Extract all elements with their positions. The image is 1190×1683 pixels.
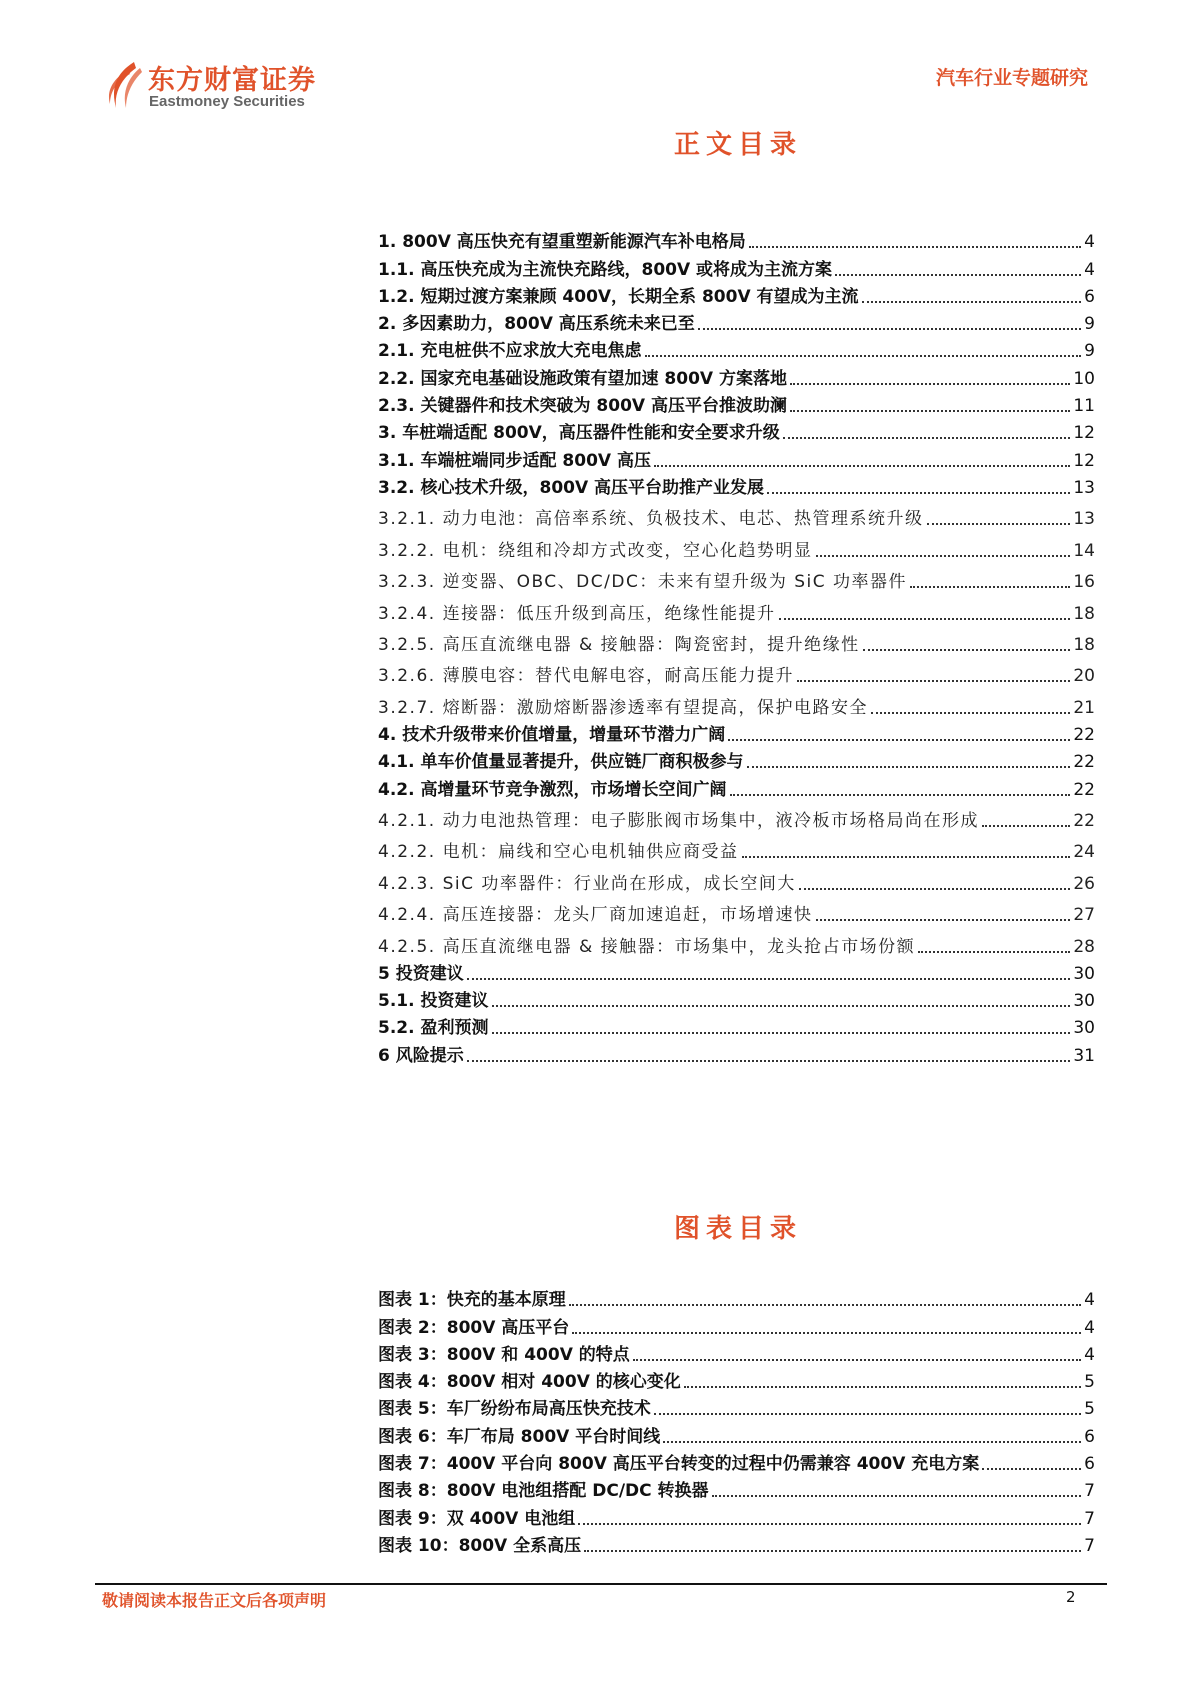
entry-title: 图表 3：800V 和 400V 的特点 (378, 1344, 630, 1365)
dot-leader (730, 794, 1071, 796)
toc-entry[interactable] (378, 1039, 1095, 1066)
entry-title: 4.2.3. SiC 功率器件：行业尚在形成，成长空间大 (378, 873, 796, 894)
entry-page-number: 21 (1073, 697, 1095, 718)
entry-page-number: 9 (1084, 314, 1095, 335)
toc-entry[interactable] (378, 562, 1095, 593)
toc-entry[interactable] (378, 390, 1095, 417)
entry-title: 图表 7：400V 平台向 800V 高压平台转变的过程中仍需兼容 400V 充电方案 (378, 1454, 980, 1475)
dot-leader (492, 1032, 1071, 1034)
entry-title: 3.2.4. 连接器：低压升级到高压，绝缘性能提升 (378, 603, 776, 624)
logo-en-text: Eastmoney Securities (149, 93, 305, 110)
entry-title: 3.2.2. 电机：绕组和冷却方式改变，空心化趋势明显 (378, 540, 813, 561)
entry-title: 4.2.5. 高压直流继电器 & 接触器：市场集中，龙头抢占市场份额 (378, 936, 916, 957)
toc-entry[interactable] (378, 895, 1095, 926)
footer-disclaimer: 敬请阅读本报告正文后各项声明 (102, 1591, 327, 1610)
entry-title: 4.2.2. 电机：扁线和空心电机轴供应商受益 (378, 842, 739, 863)
entry-page-number: 22 (1073, 779, 1095, 800)
entry-title: 5.1. 投资建议 (378, 991, 489, 1012)
figures-title: 图表目录 (673, 1214, 802, 1244)
dot-leader (783, 437, 1071, 439)
entry-title: 1.2. 短期过渡方案兼顾 400V，长期全系 800V 有望成为主流 (378, 286, 859, 307)
entry-page-number: 12 (1073, 423, 1095, 444)
entry-title: 3.2.3. 逆变器、OBC、DC/DC：未来有望升级为 SiC 功率器件 (378, 572, 908, 593)
entry-page-number: 14 (1073, 540, 1095, 561)
entry-page-number: 31 (1073, 1045, 1095, 1066)
entry-title: 3.2.7. 熔断器：激励熔断器渗透率有望提高，保护电路安全 (378, 697, 869, 718)
entry-title: 3.2. 核心技术升级，800V 高压平台助推产业发展 (378, 477, 765, 498)
entry-page-number: 6 (1084, 1454, 1095, 1475)
dot-leader (767, 492, 1070, 494)
dot-leader (797, 680, 1070, 682)
figure-entry[interactable] (378, 1420, 1095, 1447)
toc-title: 正文目录 (673, 130, 802, 160)
entry-page-number: 10 (1073, 368, 1095, 389)
dot-leader (862, 301, 1082, 303)
figure-entry[interactable] (378, 1393, 1095, 1420)
entry-title: 1.1. 高压快充成为主流快充路线，800V 或将成为主流方案 (378, 259, 833, 280)
entry-page-number: 26 (1073, 873, 1095, 894)
toc-entry[interactable] (378, 530, 1095, 561)
toc-entry[interactable] (378, 253, 1095, 280)
entry-title: 图表 4：800V 相对 400V 的核心变化 (378, 1372, 681, 1393)
logo-cn-text: 东方财富证券 (148, 65, 316, 96)
toc-entry[interactable] (378, 656, 1095, 687)
entry-title: 图表 1：快充的基本原理 (378, 1290, 566, 1311)
dot-leader (645, 355, 1082, 357)
entry-title: 图表 6：车厂布局 800V 平台时间线 (378, 1426, 661, 1447)
dot-leader (654, 1413, 1081, 1415)
entry-page-number: 4 (1084, 232, 1095, 253)
figure-entry[interactable] (378, 1530, 1095, 1557)
report-type: 汽车行业专题研究 (935, 67, 1088, 89)
figure-entry[interactable] (378, 1284, 1095, 1311)
entry-title: 2.1. 充电桩供不应求放大充电焦虑 (378, 341, 642, 362)
dot-leader (712, 1495, 1082, 1497)
dot-leader (790, 383, 1070, 385)
dot-leader (982, 825, 1070, 827)
entry-page-number: 6 (1084, 286, 1095, 307)
entry-title: 4.2.4. 高压连接器：龙头厂商加速追赶，市场增速快 (378, 905, 813, 926)
entry-page-number: 7 (1084, 1535, 1095, 1556)
toc-entry[interactable] (378, 281, 1095, 308)
flame-logo-icon (104, 60, 144, 110)
entry-title: 4.1. 单车价值量显著提升，供应链厂商积极参与 (378, 752, 744, 773)
toc-entry[interactable] (378, 226, 1095, 253)
toc-entry[interactable] (378, 499, 1095, 530)
entry-page-number: 18 (1073, 634, 1095, 655)
entry-title: 2.2. 国家充电基础设施政策有望加速 800V 方案落地 (378, 368, 787, 389)
entry-title: 6 风险提示 (378, 1045, 464, 1066)
entry-page-number: 9 (1084, 341, 1095, 362)
dot-leader (684, 1386, 1081, 1388)
entry-page-number: 11 (1073, 396, 1095, 417)
figure-entry[interactable] (378, 1339, 1095, 1366)
toc-entry[interactable] (378, 958, 1095, 985)
toc-entry[interactable] (378, 593, 1095, 624)
entry-page-number: 28 (1073, 936, 1095, 957)
dot-leader (982, 1468, 1081, 1470)
dot-leader (910, 586, 1070, 588)
dot-leader (918, 951, 1070, 953)
toc-entry[interactable] (378, 1012, 1095, 1039)
dot-leader (871, 712, 1070, 714)
entry-page-number: 12 (1073, 450, 1095, 471)
list-of-figures (378, 1284, 1095, 1557)
entry-title: 3.2.1. 动力电池：高倍率系统、负极技术、电芯、热管理系统升级 (378, 509, 924, 530)
dot-leader (863, 649, 1071, 651)
figure-entry[interactable] (378, 1366, 1095, 1393)
figure-entry[interactable] (378, 1448, 1095, 1475)
toc-entry[interactable] (378, 746, 1095, 773)
dot-leader (572, 1332, 1081, 1334)
entry-title: 图表 10：800V 全系高压 (378, 1535, 582, 1556)
toc-entry[interactable] (378, 773, 1095, 800)
figure-entry[interactable] (378, 1502, 1095, 1529)
dot-leader (779, 618, 1071, 620)
dot-leader (584, 1550, 1081, 1552)
dot-leader (747, 766, 1071, 768)
entry-page-number: 22 (1073, 810, 1095, 831)
dot-leader (467, 978, 1071, 980)
dot-leader (799, 888, 1071, 890)
entry-title: 图表 8：800V 电池组搭配 DC/DC 转换器 (378, 1481, 709, 1502)
dot-leader (728, 739, 1070, 741)
dot-leader (569, 1304, 1081, 1306)
entry-page-number: 30 (1073, 1018, 1095, 1039)
toc-entry[interactable] (378, 719, 1095, 746)
entry-page-number: 20 (1073, 666, 1095, 687)
dot-leader (927, 523, 1071, 525)
entry-page-number: 4 (1084, 1317, 1095, 1338)
dot-leader (467, 1060, 1071, 1062)
entry-page-number: 18 (1073, 603, 1095, 624)
entry-page-number: 22 (1073, 725, 1095, 745)
table-of-contents (378, 226, 1095, 1067)
entry-page-number: 7 (1084, 1481, 1095, 1502)
eastmoney-logo (104, 58, 344, 114)
entry-title: 5.2. 盈利预测 (378, 1018, 489, 1039)
entry-title: 4.2. 高增量环节竞争激烈，市场增长空间广阔 (378, 779, 727, 800)
entry-title: 3.2.5. 高压直流继电器 & 接触器：陶瓷密封，提升绝缘性 (378, 634, 860, 655)
entry-page-number: 13 (1073, 477, 1095, 498)
entry-page-number: 27 (1073, 905, 1095, 926)
entry-page-number: 4 (1084, 1290, 1095, 1311)
toc-entry[interactable] (378, 417, 1095, 444)
entry-title: 3.2.6. 薄膜电容：替代电解电容，耐高压能力提升 (378, 666, 795, 687)
entry-title: 3.1. 车端桩端同步适配 800V 高压 (378, 450, 651, 471)
dot-leader (492, 1005, 1071, 1007)
entry-title: 5 投资建议 (378, 963, 464, 984)
entry-page-number: 5 (1084, 1372, 1095, 1393)
entry-page-number: 7 (1084, 1508, 1095, 1529)
dot-leader (790, 410, 1070, 412)
toc-entry[interactable] (378, 863, 1095, 894)
figure-entry[interactable] (378, 1475, 1095, 1502)
entry-title: 图表 2：800V 高压平台 (378, 1317, 570, 1338)
toc-entry[interactable] (378, 362, 1095, 389)
dot-leader (578, 1523, 1081, 1525)
entry-page-number: 24 (1073, 842, 1095, 863)
entry-title: 4. 技术升级带来价值增量，增量环节潜力广阔 (378, 725, 726, 745)
dot-leader (835, 274, 1081, 276)
entry-page-number: 4 (1084, 259, 1095, 280)
entry-page-number: 5 (1084, 1399, 1095, 1420)
toc-entry[interactable] (378, 832, 1095, 863)
toc-entry[interactable] (378, 687, 1095, 718)
entry-page-number: 4 (1084, 1344, 1095, 1365)
page-number: 2 (1066, 1588, 1076, 1606)
toc-entry[interactable] (378, 308, 1095, 335)
entry-title: 图表 5：车厂纷纷布局高压快充技术 (378, 1399, 651, 1420)
entry-page-number: 16 (1073, 572, 1095, 593)
entry-title: 2.3. 关键器件和技术突破为 800V 高压平台推波助澜 (378, 396, 787, 417)
entry-page-number: 30 (1073, 963, 1095, 984)
entry-page-number: 6 (1084, 1426, 1095, 1447)
dot-leader (663, 1441, 1081, 1443)
dot-leader (816, 555, 1071, 557)
toc-entry[interactable] (378, 335, 1095, 362)
entry-title: 4.2.1. 动力电池热管理：电子膨胀阀市场集中，液冷板市场格局尚在形成 (378, 810, 980, 831)
dot-leader (654, 465, 1070, 467)
toc-entry[interactable] (378, 472, 1095, 499)
entry-page-number: 22 (1073, 752, 1095, 773)
dot-leader (633, 1359, 1081, 1361)
dot-leader (698, 328, 1081, 330)
toc-entry[interactable] (378, 625, 1095, 656)
entry-title: 2. 多因素助力，800V 高压系统未来已至 (378, 314, 695, 335)
dot-leader (816, 919, 1071, 921)
footer-divider (95, 1583, 1107, 1585)
toc-entry[interactable] (378, 444, 1095, 471)
dot-leader (749, 246, 1081, 248)
entry-page-number: 13 (1073, 509, 1095, 530)
entry-title: 3. 车桩端适配 800V，高压器件性能和安全要求升级 (378, 423, 780, 444)
dot-leader (742, 856, 1071, 858)
entry-title: 1. 800V 高压快充有望重塑新能源汽车补电格局 (378, 232, 746, 253)
toc-entry[interactable] (378, 985, 1095, 1012)
toc-entry[interactable] (378, 926, 1095, 957)
entry-page-number: 30 (1073, 991, 1095, 1012)
figure-entry[interactable] (378, 1311, 1095, 1338)
toc-entry[interactable] (378, 801, 1095, 832)
entry-title: 图表 9：双 400V 电池组 (378, 1508, 576, 1529)
